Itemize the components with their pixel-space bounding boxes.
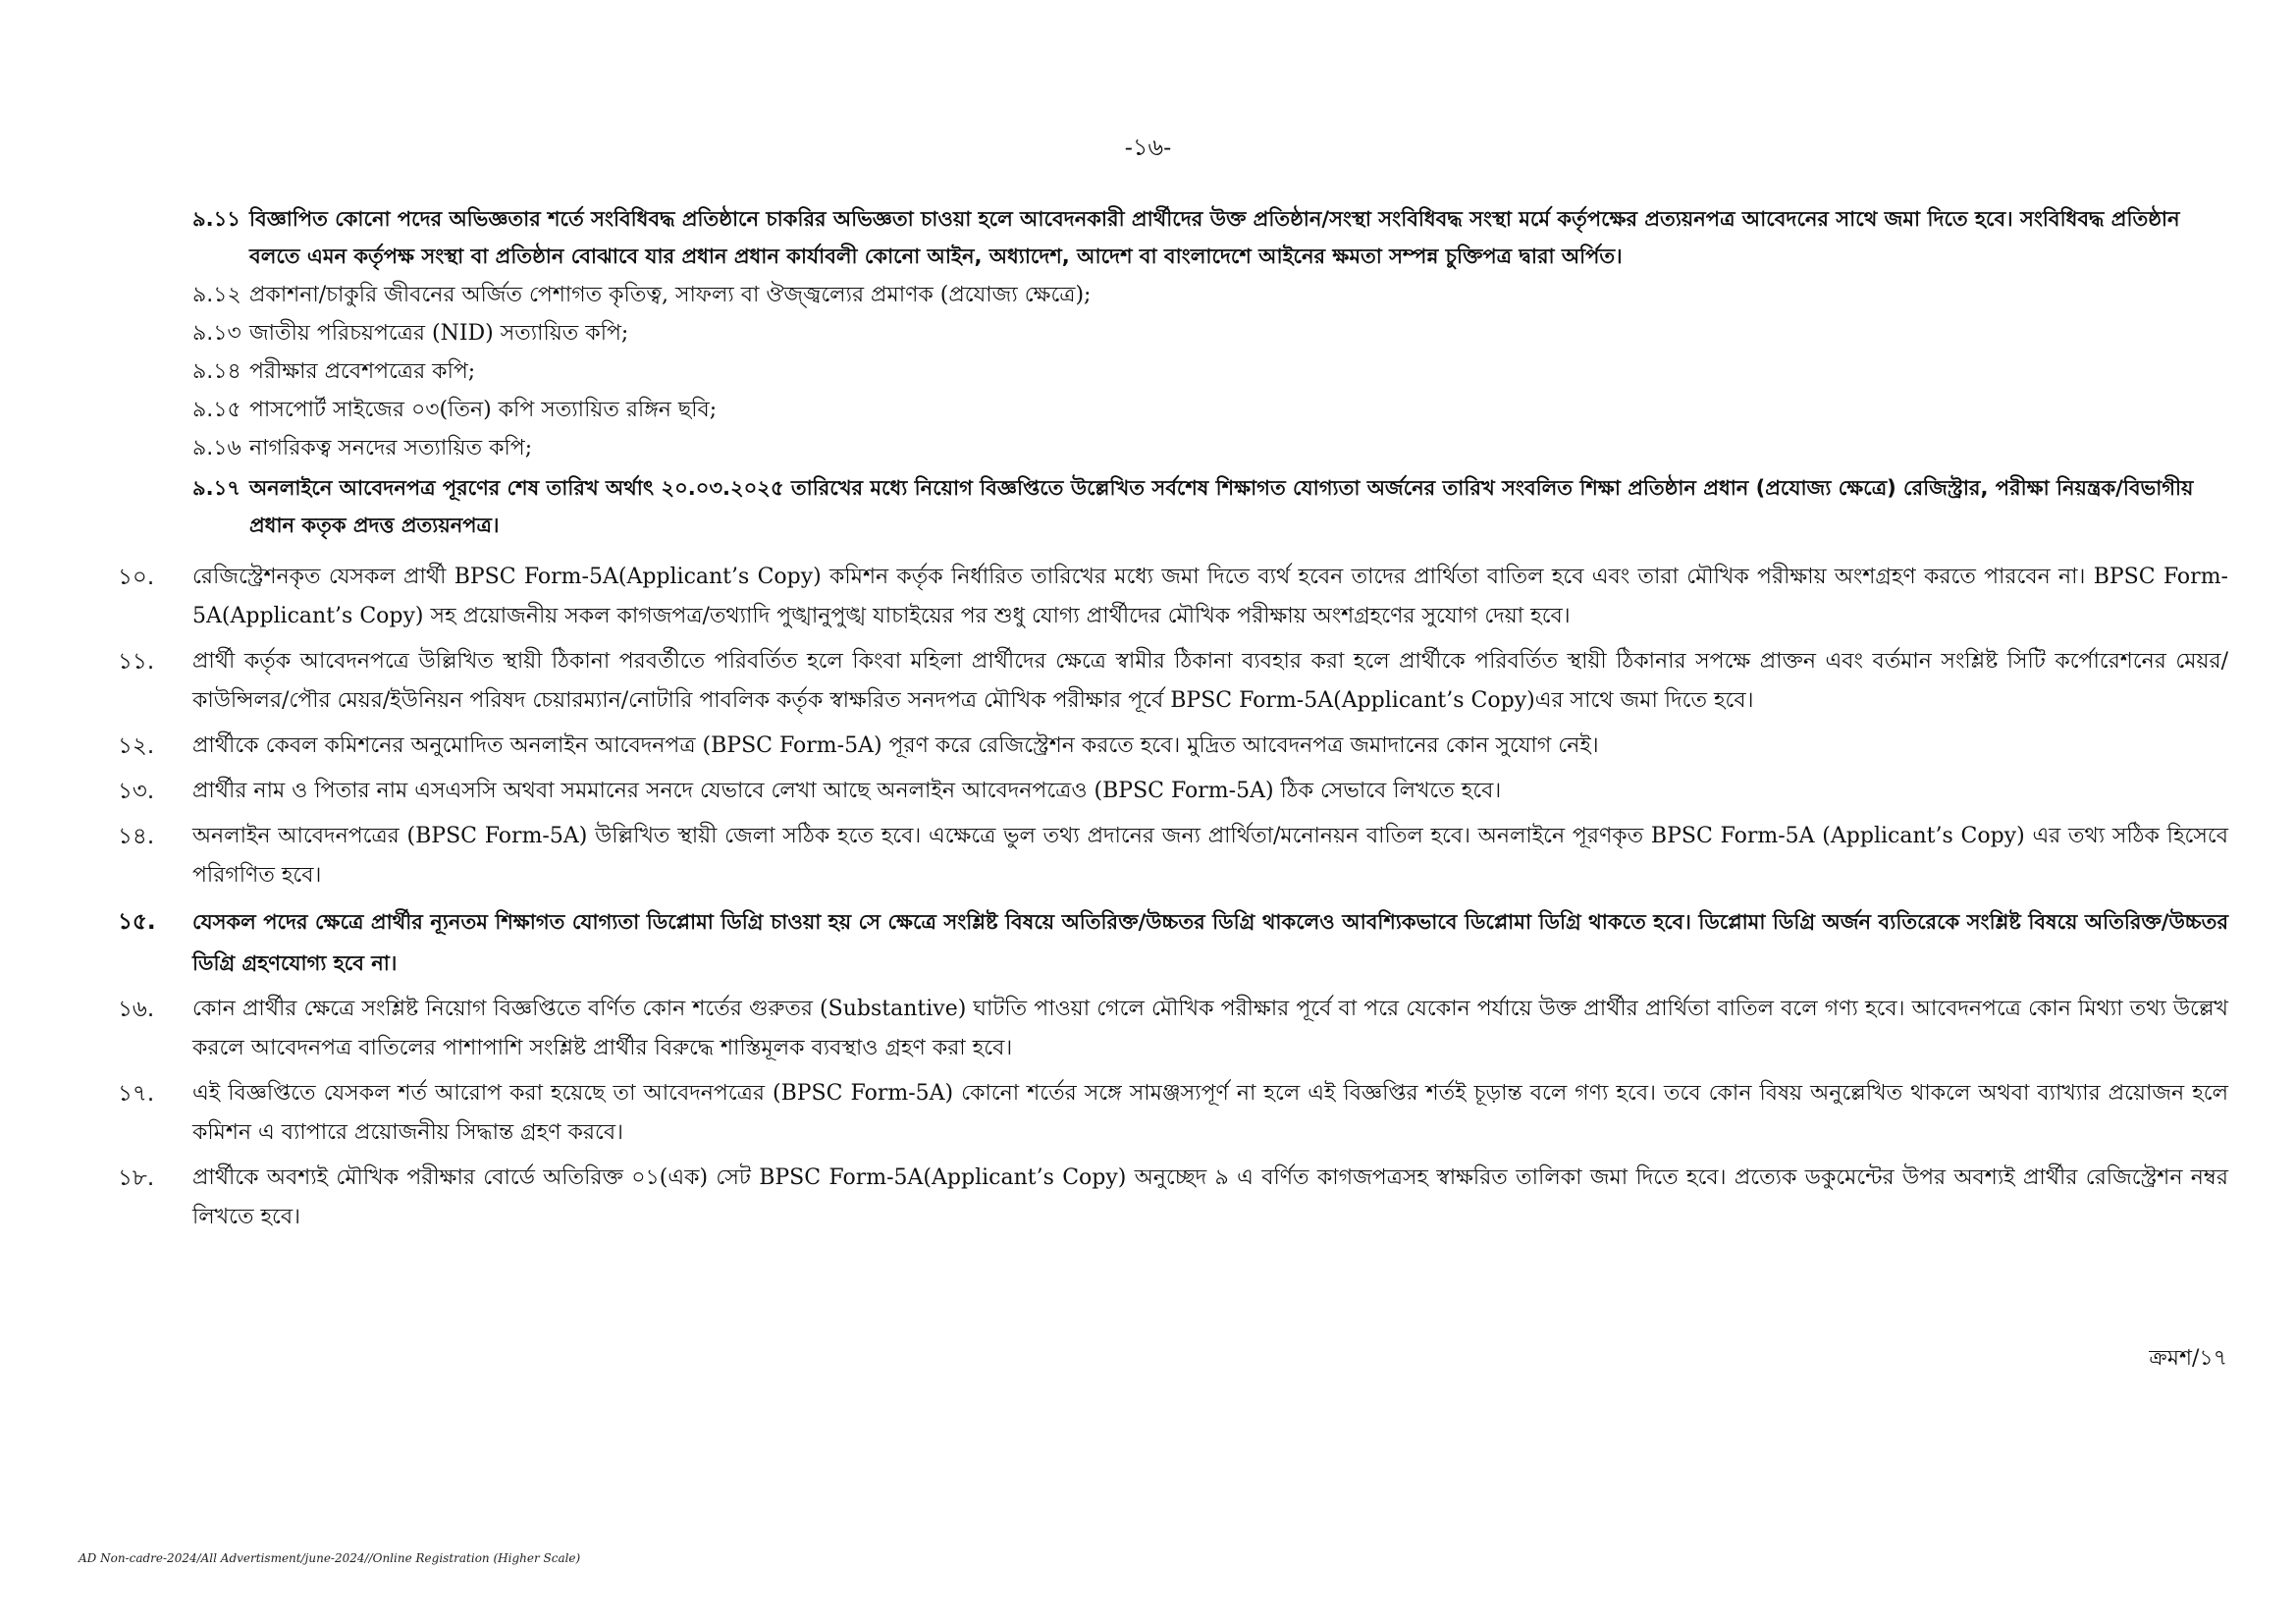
item-number: ৯.১৪ (192, 359, 241, 384)
condition-item (118, 558, 2228, 636)
item-text: প্রার্থীকে অবশ্যই মৌখিক পরীক্ষার বোর্ডে অতিরিক্ত ০১(এক) সেট BPSC Form-5A(Applicant’s Copy) অনুচ্ছেদ ৯ এ বর্ণিত কাগজপত্রসহ স্বাক্ষরিত তালিকা জমা দিতে হবে। প্রত্যেক ডকুমেন্টের উপর অবশ্যই প্রার্থীর রেজিস্ট্রেশন নম্বর লিখতে হবে। (192, 1165, 2228, 1229)
item-text: প্রার্থী কর্তৃক আবেদনপত্রে উল্লিখিত স্থায়ী ঠিকানা পরবর্তীতে পরিবর্তিত হলে কিংবা মহিলা প্রার্থীদের ক্ষেত্রে স্বামীর ঠিকানা ব্যবহার করা হলে প্রার্থীকে পরিবর্তিত স্থায়ী ঠিকানার সপক্ষে প্রাক্তন এবং বর্তমান সংশ্লিষ্ট সিটি কর্পোরেশনের মেয়র/কাউন্সিলর/পৌর মেয়র/ইউনিয়ন পরিষদ চেয়ারম্যান/নোটারি পাবলিক কর্তৃক স্বাক্ষরিত সনদপত্র মৌখিক পরীক্ষার পূর্বে BPSC Form-5A(Applicant’s Copy)এর সাথে জমা দিতে হবে। (192, 649, 2228, 713)
item-number: ৯.১৩ (192, 321, 241, 346)
continuation-note: ক্রমশ/১৭ (2149, 1346, 2227, 1371)
item-number: ৯.১২ (192, 283, 241, 307)
item-text: অনলাইনে আবেদনপত্র পূরণের শেষ তারিখ অর্থাৎ ২০.০৩.২০২৫ তারিখের মধ্যে নিয়োগ বিজ্ঞপ্তিতে উল্লেখিত সর্বশেষ শিক্ষাগত যোগ্যতা অর্জনের তারিখ সংবলিত শিক্ষা প্রতিষ্ঠান প্রধান (প্রযোজ্য ক্ষেত্রে) রেজিস্ট্রার, পরীক্ষা নিয়ন্ত্রক/বিভাগীয় প্রধান কতৃক প্রদত্ত প্রত্যয়নপত্র। (249, 476, 2194, 537)
list-item (192, 354, 2228, 390)
item-number: ১৭. (118, 1081, 155, 1107)
item-text: জাতীয় পরিচয়পত্রের (NID) সত্যায়িত কপি; (249, 321, 629, 346)
item-number: ১২. (118, 733, 155, 759)
item-text: এই বিজ্ঞপ্তিতে যেসকল শর্ত আরোপ করা হয়েছে তা আবেদনপত্রের (BPSC Form-5A) কোনো শর্তের সঙ্গে সামঞ্জস্যপূর্ণ না হলে এই বিজ্ঞপ্তির শর্তই চূড়ান্ত বলে গণ্য হবে। তবে কোন বিষয় অনুল্লেখিত থাকলে অথবা ব্যাখ্যার প্রয়োজন হলে কমিশন এ ব্যাপারে প্রয়োজনীয় সিদ্ধান্ত গ্রহণ করবে। (192, 1081, 2228, 1145)
item-number: ১৫. (118, 909, 156, 935)
list-item (192, 393, 2228, 428)
item-text: রেজিস্ট্রেশনকৃত যেসকল প্রার্থী BPSC Form-5A(Applicant’s Copy) কমিশন কর্তৃক নির্ধারিত তারিখের মধ্যে জমা দিতে ব্যর্থ হবেন তাদের প্রার্থিতা বাতিল হবে এবং তারা মৌখিক পরীক্ষায় অংশগ্রহণ করতে পারবেন না। BPSC Form-5A(Applicant’s Copy) সহ প্রয়োজনীয় সকল কাগজপত্র/তথ্যাদি পুঙ্খানুপুঙ্খ যাচাইয়ের পর শুধু যোগ্য প্রার্থীদের মৌখিক পরীক্ষায় অংশগ্রহণের সুযোগ দেয়া হবে। (192, 565, 2228, 628)
condition-item (118, 990, 2228, 1068)
item-number: ১৩. (118, 779, 155, 804)
item-text: বিজ্ঞাপিত কোনো পদের অভিজ্ঞতার শর্তে সংবিধিবদ্ধ প্রতিষ্ঠানে চাকরির অভিজ্ঞতা চাওয়া হলে আবেদনকারী প্রার্থীদের উক্ত প্রতিষ্ঠান/সংস্থা সংবিধিবদ্ধ সংস্থা মর্মে কর্তৃপক্ষের প্রত্যয়নপত্র আবেদনের সাথে জমা দিতে হবে। সংবিধিবদ্ধ প্রতিষ্ঠান বলতে এমন কর্তৃপক্ষ সংস্থা বা প্রতিষ্ঠান বোঝাবে যার প্রধান প্রধান কার্যাবলী কোনো আইন, অধ্যাদেশ, আদেশ বা বাংলাদেশে আইনের ক্ষমতা সম্পন্ন চুক্তিপত্র দ্বারা অর্পিত। (249, 207, 2180, 268)
item-text: প্রকাশনা/চাকুরি জীবনের অর্জিত পেশাগত কৃতিত্ব, সাফল্য বা ঔজ্জ্বল্যের প্রমাণক (প্রযোজ্য ক্ষেত্রে); (249, 283, 1092, 307)
item-number: ৯.১৬ (192, 436, 241, 460)
item-text: যেসকল পদের ক্ষেত্রে প্রার্থীর ন্যূনতম শিক্ষাগত যোগ্যতা ডিপ্লোমা ডিগ্রি চাওয়া হয় সে ক্ষেত্রে সংশ্লিষ্ট বিষয়ে অতিরিক্ত/উচ্চতর ডিগ্রি থাকলেও আবশ্যিকভাবে ডিপ্লোমা ডিগ্রি থাকতে হবে। ডিপ্লোমা ডিগ্রি অর্জন ব্যতিরেকে সংশ্লিষ্ট বিষয়ে অতিরিক্ত/উচ্চতর ডিগ্রি গ্রহণযোগ্য হবে না। (192, 910, 2228, 975)
item-text: কোন প্রার্থীর ক্ষেত্রে সংশ্লিষ্ট নিয়োগ বিজ্ঞপ্তিতে বর্ণিত কোন শর্তের গুরুতর (Substantive) ঘাটতি পাওয়া গেলে মৌখিক পরীক্ষার পূর্বে বা পরে যেকোন পর্যায়ে উক্ত প্রার্থীর প্রার্থিতা বাতিল বলে গণ্য হবে। আবেদনপত্রে কোন মিথ্যা তথ্য উল্লেখ করলে আবেদনপত্র বাতিলের পাশাপাশি সংশ্লিষ্ট প্রার্থীর বিরুদ্ধে শাস্তিমূলক ব্যবস্থাও গ্রহণ করা হবে। (192, 997, 2228, 1060)
item-text: প্রার্থীকে কেবল কমিশনের অনুমোদিত অনলাইন আবেদনপত্র (BPSC Form-5A) পূরণ করে রেজিস্ট্রেশন করতে হবে। মুদ্রিত আবেদনপত্র জমাদানের কোন সুযোগ নেই। (192, 733, 1599, 758)
page-number: -১৬- (1124, 134, 1172, 161)
document-checklist (192, 200, 2228, 544)
item-text: নাগরিকত্ব সনদের সত্যায়িত কপি; (249, 436, 533, 460)
condition-item (118, 901, 2228, 984)
list-item (192, 278, 2228, 313)
item-number: ৯.১১ (192, 207, 240, 231)
condition-item (118, 817, 2228, 895)
item-text: প্রার্থীর নাম ও পিতার নাম এসএসসি অথবা সমমানের সনদে যেভাবে লেখা আছে অনলাইন আবেদনপত্রেও (BPSC Form-5A) ঠিক সেভাবে লিখতে হবে। (192, 779, 1502, 803)
item-number: ১৮. (118, 1165, 155, 1191)
item-text: পাসপোর্ট সাইজের ০৩(তিন) কপি সত্যায়িত রঙ্গিন ছবি; (249, 398, 718, 422)
list-item (192, 200, 2228, 275)
condition-item (118, 727, 2228, 766)
list-item (192, 316, 2228, 352)
condition-item (118, 1159, 2228, 1237)
item-number: ৯.১৫ (192, 398, 241, 422)
item-number: ১৪. (118, 824, 155, 849)
item-number: ১০. (118, 565, 155, 590)
condition-item (118, 642, 2228, 721)
item-text: পরীক্ষার প্রবেশপত্রের কপি; (249, 359, 476, 384)
condition-item (118, 1074, 2228, 1153)
list-item (192, 431, 2228, 466)
condition-item (118, 772, 2228, 811)
list-item (192, 469, 2228, 544)
item-number: ১৬. (118, 997, 155, 1022)
conditions-list (118, 558, 2228, 1237)
item-number: ৯.১৭ (192, 476, 240, 500)
document-body (118, 200, 2228, 1243)
item-number: ১১. (118, 649, 155, 675)
footer-file-path: AD Non-cadre-2024/All Advertisment/june-2024//Online Registration (Higher Scale) (79, 1551, 581, 1565)
item-text: অনলাইন আবেদনপত্রের (BPSC Form-5A) উল্লিখিত স্থায়ী জেলা সঠিক হতে হবে। এক্ষেত্রে ভুল তথ্য প্রদানের জন্য প্রার্থিতা/মনোনয়ন বাতিল হবে। অনলাইনে পূরণকৃত BPSC Form-5A (Applicant’s Copy) এর তথ্য সঠিক হিসেবে পরিগণিত হবে। (192, 824, 2228, 888)
